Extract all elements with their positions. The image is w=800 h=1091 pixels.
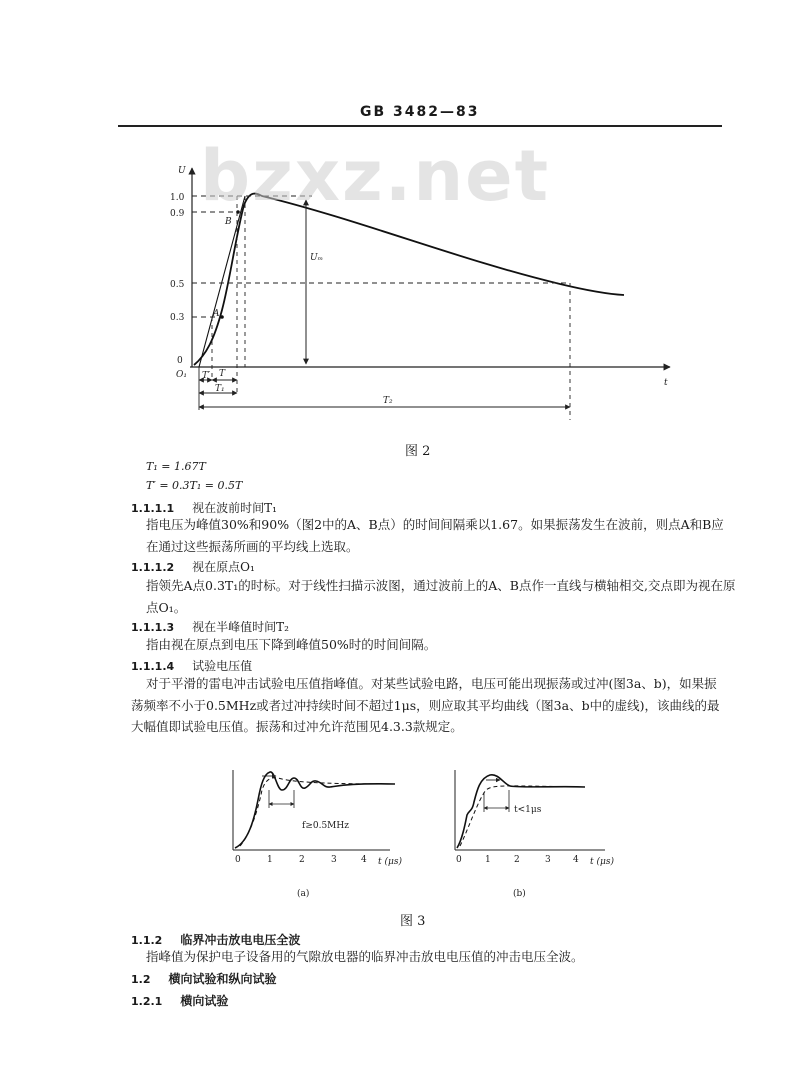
fig3a-label: (a) bbox=[297, 889, 310, 899]
fig3b-tick-3: 3 bbox=[545, 855, 551, 865]
page-header: GB 3482—83 bbox=[360, 104, 480, 120]
section-1-1-1-3: 1.1.1.3 视在半峰值时间T₂ bbox=[131, 620, 289, 634]
fig3b-axis-label: t (μs) bbox=[590, 857, 614, 867]
fig3a-tick-3: 3 bbox=[331, 855, 337, 865]
fig3a-tick-2: 2 bbox=[299, 855, 305, 865]
section-1-1-1-1: 1.1.1.1 视在波前时间T₁ bbox=[131, 501, 277, 515]
t-label: T bbox=[219, 369, 226, 379]
um-label: Uₘ bbox=[310, 253, 324, 263]
fig3a-tick-0: 0 bbox=[235, 855, 241, 865]
point-a-label: A bbox=[213, 309, 220, 319]
figure-3b bbox=[455, 770, 614, 899]
formula-1: T₁ = 1.67T bbox=[146, 460, 206, 473]
paragraph-4: 对于平滑的雷电冲击试验电压值指峰值。对某些试验电路，电压可能出现振荡或过冲(图3a、b)，如果振荡频率不小于0.5MHz或者过冲持续时间不超过1μs，则应取其平均曲线（图3a、b中的虚线)，该曲线的最大幅值即试验电压值。振荡和过冲允许范围见4.3.3款规定。 bbox=[131, 676, 720, 734]
fig3b-tick-0: 0 bbox=[456, 855, 462, 865]
tick-0: 0 bbox=[177, 356, 183, 366]
y-axis-label: U bbox=[178, 166, 186, 176]
section-1-1-1-2: 1.1.1.2 视在原点O₁ bbox=[131, 560, 255, 574]
section-1-1-2: 1.1.2 临界冲击放电电压全波 bbox=[131, 933, 301, 947]
paragraph-1: 指电压为峰值30%和90%（图2中的A、B点）的时间间隔乘以1.67。如果振荡发生在波前，则点A和B应在通过这些振荡所画的平均线上选取。 bbox=[146, 517, 724, 554]
figure-3a bbox=[233, 770, 402, 899]
fig3b-tick-2: 2 bbox=[514, 855, 520, 865]
figure-3-caption: 图 3 bbox=[400, 914, 426, 929]
watermark: bzxz.net bbox=[200, 135, 551, 217]
fig3a-annotation: f≥0.5MHz bbox=[302, 821, 349, 831]
formula-2: T′ = 0.3T₁ = 0.5T bbox=[146, 479, 243, 492]
paragraph-3: 指由视在原点到电压下降到峰值50%时的时间间隔。 bbox=[146, 637, 437, 652]
fig3b-tick-1: 1 bbox=[485, 855, 491, 865]
fig3b-tick-4: 4 bbox=[573, 855, 579, 865]
fig3a-tick-1: 1 bbox=[267, 855, 273, 865]
figure-2-caption: 图 2 bbox=[405, 444, 431, 459]
point-b-label: B bbox=[225, 217, 232, 227]
fig3a-tick-4: 4 bbox=[361, 855, 367, 865]
tick-0-9: 0.9 bbox=[170, 209, 185, 219]
tick-0-3: 0.3 bbox=[170, 313, 185, 323]
origin-label: O₁ bbox=[176, 370, 187, 380]
tick-1-0: 1.0 bbox=[170, 193, 185, 203]
paragraph-5: 指峰值为保护电子设备用的气隙放电器的临界冲击放电电压值的冲击电压全波。 bbox=[146, 949, 584, 964]
t-prime-label: T′ bbox=[202, 371, 211, 381]
section-1-1-1-4: 1.1.1.4 试验电压值 bbox=[131, 659, 253, 673]
t1-label: T₁ bbox=[215, 384, 225, 394]
fig3a-axis-label: t (μs) bbox=[378, 857, 402, 867]
fig3b-label: (b) bbox=[513, 889, 526, 899]
section-1-2-1: 1.2.1 横向试验 bbox=[131, 994, 229, 1008]
tick-0-5: 0.5 bbox=[170, 280, 185, 290]
t2-label: T₂ bbox=[383, 396, 393, 406]
fig3b-annotation: t<1μs bbox=[514, 805, 542, 815]
x-axis-label: t bbox=[664, 378, 668, 388]
section-1-2: 1.2 横向试验和纵向试验 bbox=[131, 972, 277, 986]
paragraph-2: 指领先A点0.3T₁的时标。对于线性扫描示波图，通过波前上的A、B点作一直线与横轴相交,交点即为视在原点O₁。 bbox=[146, 578, 736, 615]
